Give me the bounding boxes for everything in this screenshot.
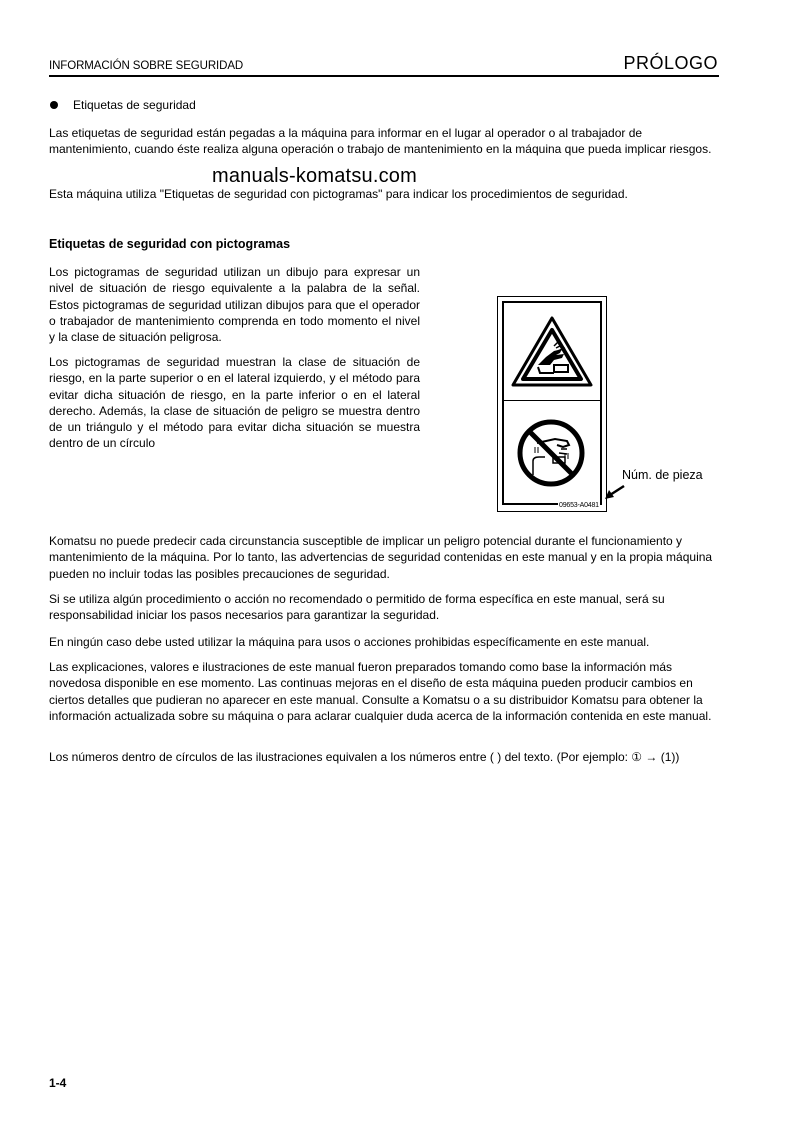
part-number-callout: Núm. de pieza	[622, 468, 703, 482]
section-title: INFORMACIÓN SOBRE SEGURIDAD	[49, 60, 244, 72]
pictogram-paragraph-2: Los pictogramas de seguridad muestran la clase de situación de riesgo, en la parte superior o en el lateral izquierdo, y el método para evitar dicha situación de riesgo, en la parte inferior o en el lateral derecho. Además, la clase de situación de peligro se muestra dentro de un triángulo y el método para evitar dicha situación se muestra dentro de un círculo	[49, 355, 420, 451]
intro-paragraph-2: Esta máquina utiliza "Etiquetas de seguridad con pictogramas" para indicar los procedimientos de seguridad.	[49, 187, 628, 201]
callout-arrow-icon	[604, 484, 626, 500]
pictogram-heading: Etiquetas de seguridad con pictogramas	[49, 237, 291, 251]
header-rule	[49, 75, 719, 77]
body-paragraph-4: Las explicaciones, valores e ilustraciones de este manual fueron preparados tomando como base la información más novedosa disponible en ese momento. Las continuas mejoras en el diseño de esta máquina pueden producir cambios en ciertos detalles que pudieran no aparecer en este manual. Consulte a Komatsu o a su distribuidor Komatsu para obtener la información actualizada sobre su máquina o para aclarar cualquier duda acerca de la información contenida en este manual.	[49, 660, 712, 723]
body-paragraph-3: En ningún caso debe usted utilizar la máquina para usos o acciones prohibidas específicamente en este manual.	[49, 635, 650, 649]
hand-crush-warning-triangle-icon	[510, 315, 594, 389]
bullet-icon	[50, 101, 58, 109]
bullet-heading	[49, 98, 196, 112]
intro-paragraph-1: Las etiquetas de seguridad están pegadas a la máquina para informar en el lugar al operador o al trabajador de mantenimiento, cuando éste realiza alguna operación o trabajo de mantenimiento en la máquina que pueda implicar riesgos.	[49, 126, 712, 157]
pictogram-divider	[502, 400, 602, 401]
bullet-label: Etiquetas de seguridad	[73, 98, 196, 112]
body-paragraph-2: Si se utiliza algún procedimiento o acción no recomendado o permitido de forma específica en este manual, será su responsabilidad iniciar los pasos necesarios para garantizar la seguridad.	[49, 592, 665, 623]
watermark: manuals-komatsu.com	[212, 165, 417, 187]
pictogram-paragraph-1: Los pictogramas de seguridad utilizan un dibujo para expresar un nivel de situación de riesgo equivalente a la palabra de la señal. Estos pictogramas de seguridad utilizan dibujos para que el operador o trabajador de mantenimiento comprenda en todo momento el nivel y la clase de situación peligrosa.	[49, 265, 420, 345]
part-number-code: 09653-A0481	[559, 502, 599, 509]
chapter-title: PRÓLOGO	[623, 53, 718, 73]
body-paragraph-5: Los números dentro de círculos de las ilustraciones equivalen a los números entre ( ) del texto. (Por ejemplo: ① → (1))	[49, 750, 680, 764]
page-number: 1-4	[49, 1076, 67, 1090]
body-paragraph-1: Komatsu no puede predecir cada circunstancia susceptible de implicar un peligro potencial durante el funcionamiento y mantenimiento de la máquina. Por lo tanto, las advertencias de seguridad contenidas en este manual y en la propia máquina pueden no incluir todas las posibles precauciones de seguridad.	[49, 534, 713, 581]
no-hand-prohibition-circle-icon	[515, 417, 587, 489]
